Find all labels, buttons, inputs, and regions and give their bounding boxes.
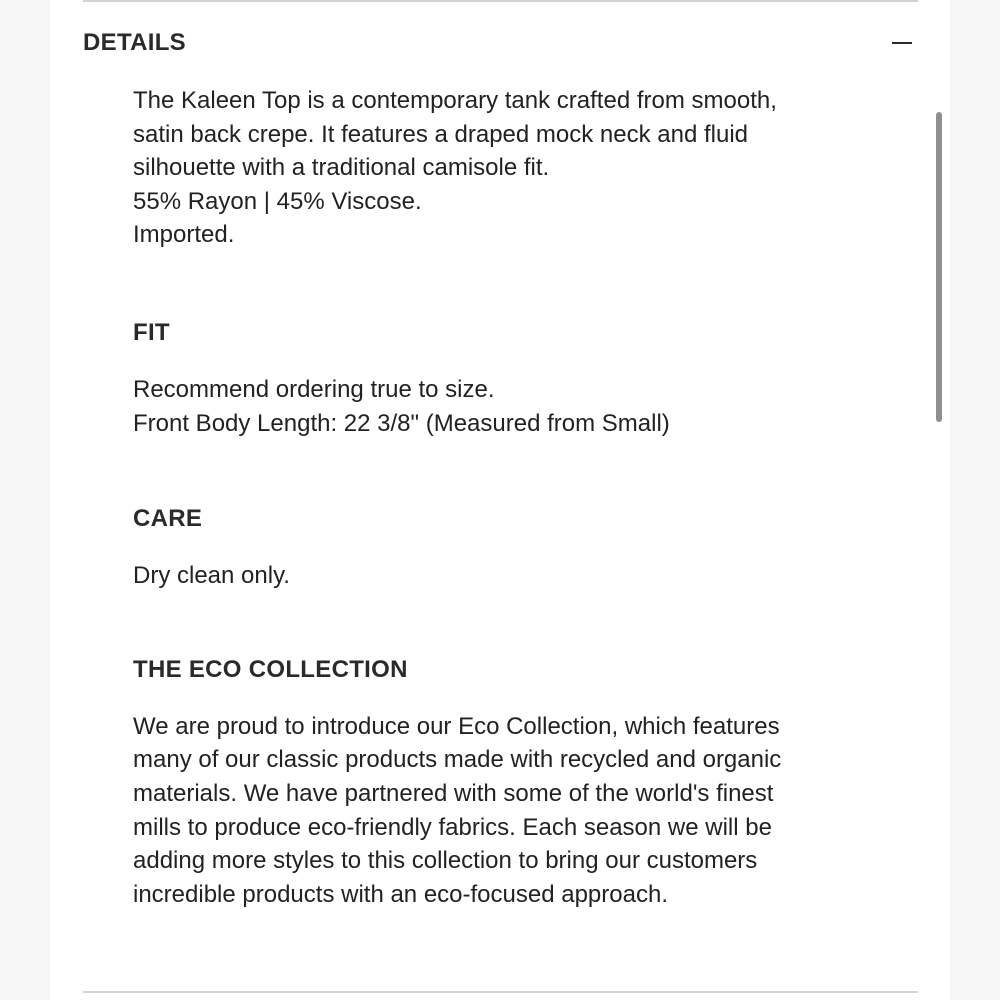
eco-line: adding more styles to this collection to bring our customers <box>133 847 758 875</box>
divider-bottom <box>83 991 918 993</box>
eco-line: mills to produce eco-friendly fabrics. Each season we will be <box>133 813 772 841</box>
fit-text <box>133 373 913 440</box>
fit-heading: FIT <box>133 318 170 346</box>
origin-text: Imported. <box>133 221 235 249</box>
eco-text <box>133 710 913 912</box>
accordion-title: DETAILS <box>83 29 186 56</box>
care-heading: CARE <box>133 505 203 533</box>
details-line: The Kaleen Top is a contemporary tank crafted from smooth, <box>133 87 777 114</box>
eco-heading: THE ECO COLLECTION <box>133 655 408 683</box>
details-description <box>133 84 913 252</box>
fit-line: Recommend ordering true to size. <box>133 375 495 403</box>
minus-icon[interactable] <box>892 42 912 44</box>
eco-line: incredible products with an eco-focused approach. <box>133 880 668 908</box>
details-accordion-body <box>133 84 913 911</box>
details-accordion-header[interactable] <box>83 24 918 64</box>
eco-line: materials. We have partnered with some of the world's finest <box>133 779 774 807</box>
fabric-composition: 55% Rayon | 45% Viscose. <box>133 187 422 215</box>
details-line: silhouette with a traditional camisole fit. <box>133 154 550 182</box>
scrollbar-thumb[interactable] <box>936 112 942 422</box>
care-line: Dry clean only. <box>133 562 290 590</box>
details-line: satin back crepe. It features a draped mock neck and fluid <box>133 120 749 148</box>
fit-line: Front Body Length: 22 3/8" (Measured from Small) <box>133 409 670 437</box>
divider-top <box>83 0 918 2</box>
care-text <box>133 559 913 593</box>
scrollbar[interactable] <box>936 112 942 422</box>
eco-line: many of our classic products made with recycled and organic <box>133 746 782 774</box>
eco-line: We are proud to introduce our Eco Collection, which features <box>133 712 780 740</box>
